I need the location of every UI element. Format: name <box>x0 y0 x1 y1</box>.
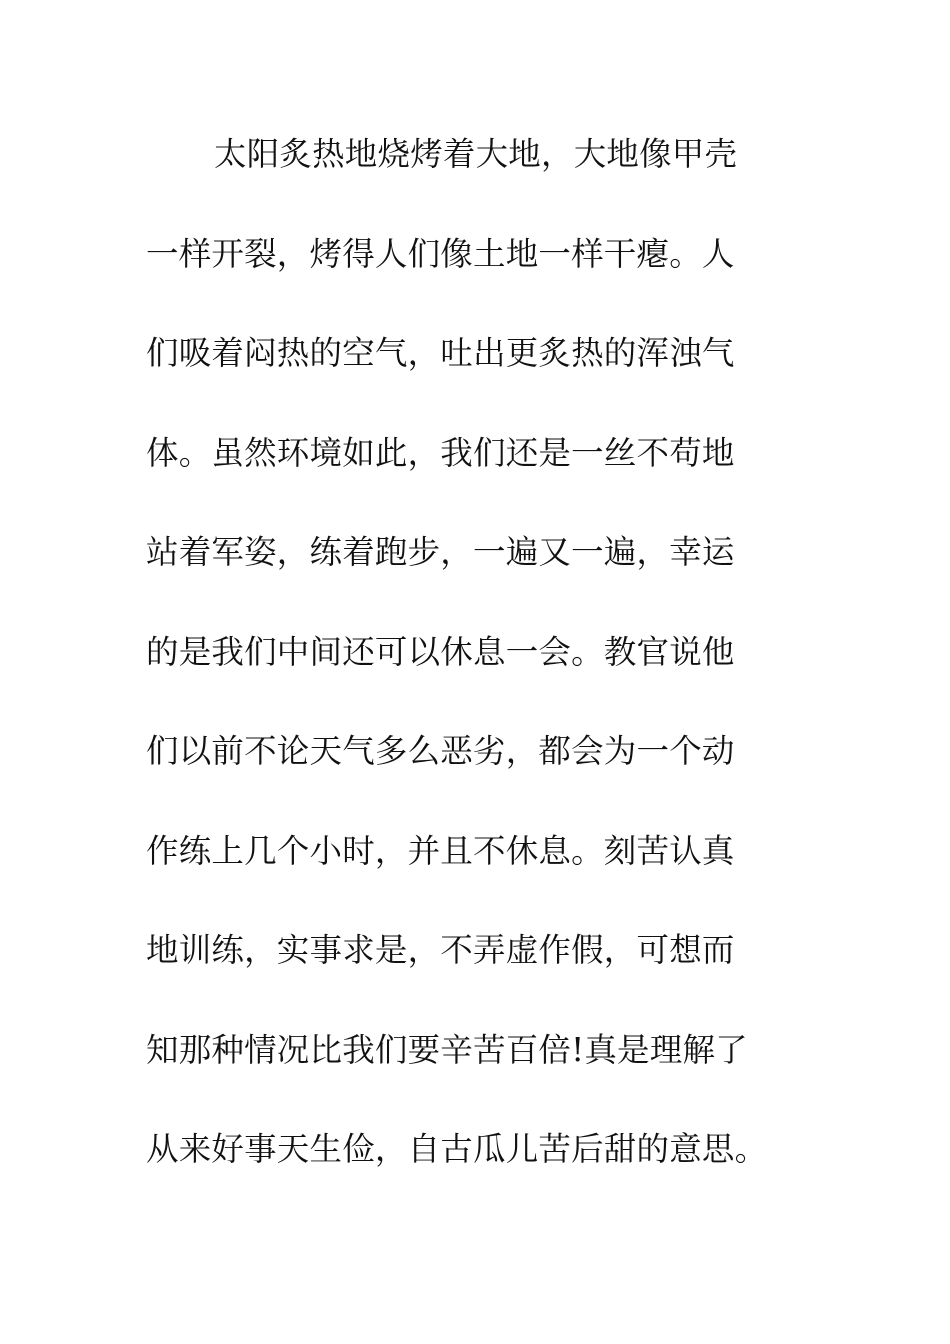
text-line: 地训练，实事求是，不弄虚作假，可想而 <box>146 931 735 969</box>
text-line: 们吸着闷热的空气，吐出更炙热的浑浊气 <box>146 334 735 372</box>
text-line: 的是我们中间还可以休息一会。教官说他 <box>146 632 735 671</box>
text-line: 从来好事天生俭，自古瓜儿苦后甜的意思。 <box>146 1130 768 1168</box>
text-line: 们以前不论天气多么恶劣，都会为一个动 <box>146 732 735 770</box>
text-line: 知那种情况比我们要辛苦百倍!真是理解了 <box>146 1030 748 1069</box>
paragraph <box>146 124 806 1219</box>
text-line: 太阳炙热地烧烤着大地，大地像甲壳 <box>214 135 738 173</box>
text-line: 一样开裂，烤得人们像土地一样干瘪。人 <box>146 234 735 273</box>
text-line: 作练上几个小时，并且不休息。刻苦认真 <box>146 831 735 870</box>
text-line: 体。虽然环境如此，我们还是一丝不苟地 <box>146 433 735 472</box>
text-line: 站着军姿，练着跑步，一遍又一遍，幸运 <box>146 533 735 571</box>
